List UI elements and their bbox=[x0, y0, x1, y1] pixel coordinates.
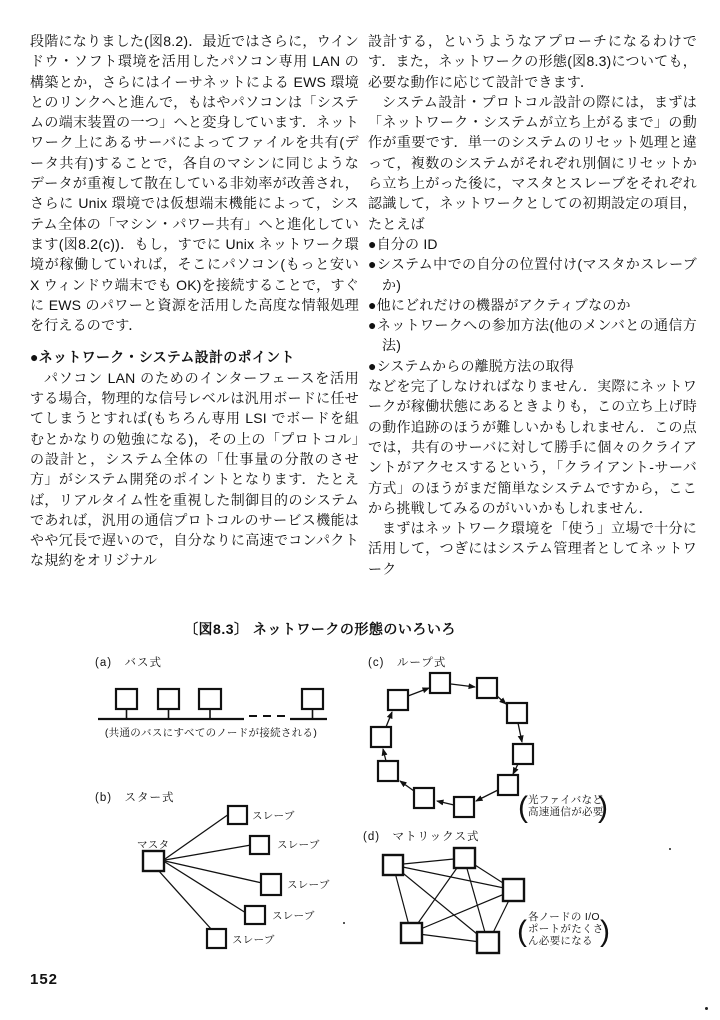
bullet-item: ●自分の ID bbox=[368, 235, 438, 252]
node-box bbox=[477, 678, 497, 698]
loop-note-line2: 高速通信が必要 bbox=[528, 806, 604, 818]
matrix-diagram bbox=[383, 848, 524, 953]
node-box bbox=[378, 761, 398, 781]
matrix-note-paren-open: ( bbox=[517, 915, 527, 948]
star-link-line bbox=[165, 845, 251, 860]
paragraph: まずはネットワーク環境を「使う」立場で十分に活用して，つぎにはシステム管理者としてネットワーク bbox=[368, 520, 697, 577]
loop-note-line1: 光ファイバなど bbox=[528, 794, 604, 806]
section-heading: ●ネットワーク・システム設計のポイント bbox=[30, 349, 295, 366]
loop-arrow-line bbox=[400, 781, 414, 791]
node-box bbox=[477, 932, 499, 953]
slave-node-box bbox=[228, 806, 247, 824]
slave-node-box bbox=[245, 906, 265, 924]
node-box bbox=[430, 673, 450, 693]
slave-label: スレーブ bbox=[272, 910, 315, 922]
matrix-diagram-label: (d) マトリックス式 bbox=[363, 831, 480, 843]
node-box bbox=[388, 690, 408, 710]
matrix-note-line3: ん必要になる bbox=[528, 935, 593, 947]
bullet-item: ●システム中での自分の位置付け(マスタかスレーブか) bbox=[368, 256, 697, 293]
star-link-line bbox=[165, 814, 229, 859]
node-box bbox=[199, 689, 221, 709]
node-box bbox=[513, 744, 533, 764]
loop-diagram-label: (c) ループ式 bbox=[368, 657, 447, 669]
loop-arrow-line bbox=[437, 801, 454, 805]
star-link-line bbox=[165, 861, 262, 883]
figure-caption: 〔図8.3〕 ネットワークの形態のいろいろ bbox=[184, 621, 456, 637]
bus-diagram bbox=[98, 689, 327, 719]
paragraph: システム設計・プロトコル設計の際には，まずは「ネットワーク・システムが立ち上がるまで」の動作が重要です．単一のシステムのリセット処理と違って，複数のシステムがそれぞれ別個にリセットから立ち上がった後に，マスタとスレーブをそれぞれ認識して，ネットワークとしての初期設定の項目，たとえば bbox=[368, 93, 697, 232]
loop-arrow-line bbox=[513, 764, 518, 774]
loop-arrow-line bbox=[518, 723, 522, 742]
loop-arrow-line bbox=[476, 790, 498, 801]
paragraph: などを完了しなければなりません．実際にネットワークが稼働状態にあるときよりも，この立ち上げ時の動作追跡のほうが難しいかもしれません．この点では，共有のサーバに対して勝手に個々のクライアントがアクセスするという，「クライアント-サーバ方式」のほうがまだ簡単なシステムですから，ここから挑戦してみるのがいいかもしれません． bbox=[368, 378, 697, 516]
loop-arrow-line bbox=[497, 696, 506, 704]
matrix-note-line1: 各ノードの I/O bbox=[528, 911, 600, 923]
slave-label: スレーブ bbox=[277, 839, 320, 851]
slave-label: スレーブ bbox=[232, 934, 275, 946]
scan-speck bbox=[343, 922, 345, 924]
scan-speck bbox=[705, 1007, 708, 1010]
node-box bbox=[454, 797, 474, 817]
paragraph: 設計する，というようなアプローチになるわけです．また，ネットワークの形態(図8.3)についても，必要な動作に応じて設計できます． bbox=[368, 33, 697, 90]
star-diagram bbox=[143, 806, 281, 948]
text-column-left bbox=[30, 31, 359, 571]
bus-diagram-label: (a) バス式 bbox=[95, 657, 163, 669]
paragraph: 段階になりました(図8.2)．最近ではさらに，ウインドウ・ソフト環境を活用したパソコン専用 LAN の構築とか，さらにはイーサネットによる EWS 環境とのリンクへと進んで，もはやパソコンは「システムの端末装置の一つ」へと変身しています．ネットワーク上にあるサーバによってファイルを共有(データ共有)することで，各自のマシンに同じようなデータが重複して散在している非効率が改善され，さらに Unix 環境では仮想端末機能によって，システム全体の「マシン・パワー共有」へと進化しています(図8.2(c))．もし，すでに Unix ネットワーク環境が稼働していれば，そこにパソコン(もっと安い X ウィンドウ端末でも OK)を接続することで，すぐに EWS のパワーと資源を活用した高度な情報処理を行えるのです． bbox=[30, 33, 359, 334]
bus-note: (共通のバスにすべてのノードが接続される) bbox=[104, 727, 318, 739]
master-label: マスタ bbox=[137, 839, 170, 851]
slave-label: スレーブ bbox=[252, 810, 295, 822]
text-column-right bbox=[368, 31, 697, 579]
slave-node-box bbox=[207, 929, 226, 948]
node-box bbox=[116, 689, 137, 709]
matrix-note-paren-close: ) bbox=[600, 915, 610, 948]
scan-speck bbox=[669, 848, 671, 850]
matrix-note-line2: ポートがたくさ bbox=[528, 923, 604, 935]
bullet-item: ●ネットワークへの参加方法(他のメンバとの通信方法) bbox=[368, 317, 697, 354]
node-box bbox=[371, 727, 391, 747]
loop-arrow-line bbox=[386, 712, 392, 727]
slave-label: スレーブ bbox=[287, 879, 330, 891]
bullet-item: ●他にどれだけの機器がアクティブなのか bbox=[368, 296, 631, 313]
page-number: 152 bbox=[30, 971, 59, 988]
node-box bbox=[383, 855, 403, 875]
loop-diagram bbox=[371, 673, 533, 817]
bullet-item: ●システムからの離脱方法の取得 bbox=[368, 357, 575, 374]
loop-arrow-line bbox=[451, 684, 475, 687]
star-diagram-label: (b) スター式 bbox=[95, 792, 175, 804]
node-box bbox=[507, 703, 527, 723]
loop-arrow-line bbox=[383, 749, 386, 761]
network-topology-figure bbox=[0, 640, 720, 970]
slave-node-box bbox=[250, 836, 269, 854]
loop-arrow-line bbox=[408, 688, 429, 696]
node-box bbox=[401, 923, 422, 943]
loop-note-paren-open: ( bbox=[518, 791, 528, 824]
node-box bbox=[454, 848, 475, 868]
master-node-box bbox=[143, 851, 164, 871]
loop-note-paren-close: ) bbox=[598, 791, 608, 824]
node-box bbox=[302, 689, 323, 709]
bullet-list bbox=[368, 234, 697, 376]
node-box bbox=[414, 788, 434, 808]
node-box bbox=[498, 775, 518, 795]
node-box bbox=[158, 689, 179, 709]
node-box bbox=[503, 879, 524, 901]
paragraph: パソコン LAN のためのインターフェースを活用する場合，物理的な信号レベルは汎用ボードに任せてしまうとすれば(もちろん専用 LSI でボードを組むとかなりの勉強になる)，その上の「プロトコル」の設計と，システム全体の「仕事量の分散のさせ方」がシステム開発のポイントとなります．たとえば，リアルタイム性を重視した制御目的のシステムであれば，汎用の通信プロトコルのサービス機能はやや冗長で遅いので，自分なりに高速でコンパクトな規約をオリジナル bbox=[30, 369, 359, 569]
star-link-line bbox=[158, 870, 212, 930]
slave-node-box bbox=[261, 874, 281, 895]
